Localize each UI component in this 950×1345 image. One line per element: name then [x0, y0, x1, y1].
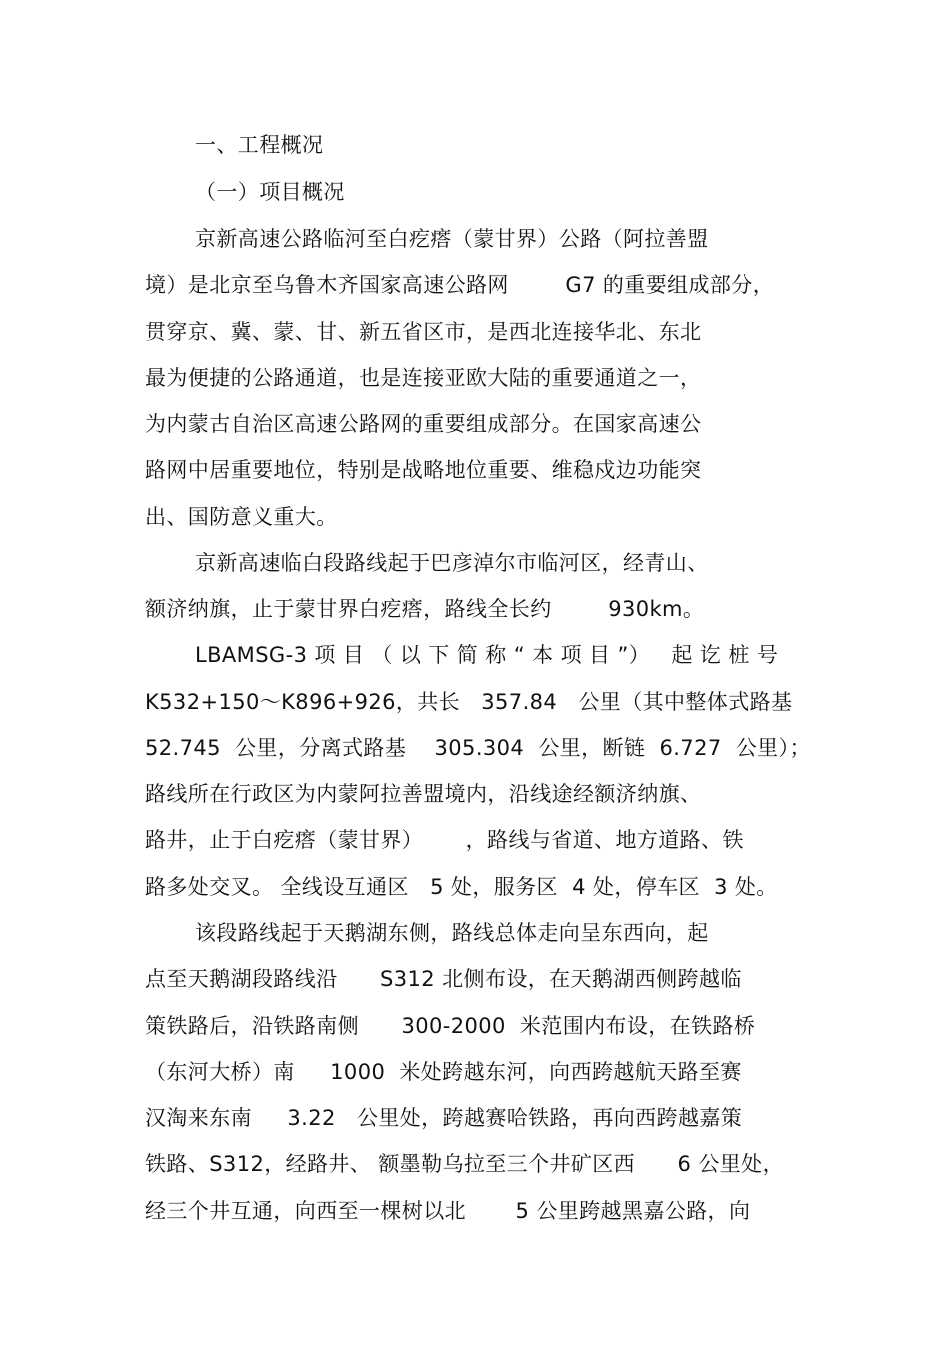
text-line: 铁路、S312，经路井、 额墨勒乌拉至三个井矿区西 6 公里处，	[145, 1152, 784, 1176]
text-line: 路井，止于白疙瘩（蒙甘界） ，路线与省道、地方道路、铁	[145, 828, 744, 852]
text-line: 路线所在行政区为内蒙阿拉善盟境内，沿线途经额济纳旗、	[145, 782, 702, 806]
text-line: 点至天鹅湖段路线沿 S312 北侧布设，在天鹅湖西侧跨越临	[145, 967, 742, 991]
text-line: 京新高速公路临河至白疙瘩（蒙甘界）公路（阿拉善盟	[195, 227, 709, 251]
text-line: 出、国防意义重大。	[145, 505, 338, 529]
text-line: 该段路线起于天鹅湖东侧，路线总体走向呈东西向，起	[195, 921, 709, 945]
text-line: 额济纳旗，止于蒙甘界白疙瘩，路线全长约 930km。	[145, 597, 705, 621]
text-line: 京新高速临白段路线起于巴彦淖尔市临河区，经青山、	[195, 551, 709, 575]
text-line: LBAMSG-3 项 目 （ 以 下 简 称 “ 本 项 目 ”） 起 讫 桩 号	[195, 643, 779, 667]
text-line: 52.745 公里，分离式路基 305.304 公里，断链 6.727 公里）；	[145, 736, 811, 760]
text-line: 经三个井互通，向西至一棵树以北 5 公里跨越黑嘉公路，向	[145, 1199, 751, 1223]
text-line: 路网中居重要地位，特别是战略地位重要、维稳戍边功能突	[145, 458, 702, 482]
subsection-heading: （一）项目概况	[195, 180, 345, 204]
section-heading: 一、工程概况	[195, 133, 324, 157]
text-line: 境）是北京至乌鲁木齐国家高速公路网 G7 的重要组成部分，	[145, 273, 775, 297]
text-line: 贯穿京、冀、蒙、甘、新五省区市，是西北连接华北、东北	[145, 320, 702, 344]
text-line: 汉淘来东南 3.22 公里处，跨越赛哈铁路，再向西跨越嘉策	[145, 1106, 743, 1130]
text-line: 最为便捷的公路通道，也是连接亚欧大陆的重要通道之一，	[145, 366, 702, 390]
text-line: （东河大桥）南 1000 米处跨越东河，向西跨越航天路至赛	[145, 1060, 742, 1084]
text-line: 为内蒙古自治区高速公路网的重要组成部分。在国家高速公	[145, 412, 702, 436]
text-line: 策铁路后，沿铁路南侧 300-2000 米范围内布设，在铁路桥	[145, 1014, 756, 1038]
text-line: 路多处交叉。 全线设互通区 5 处，服务区 4 处，停车区 3 处。	[145, 875, 778, 899]
text-line: K532+150～K896+926，共长 357.84 公里（其中整体式路基	[145, 690, 793, 714]
